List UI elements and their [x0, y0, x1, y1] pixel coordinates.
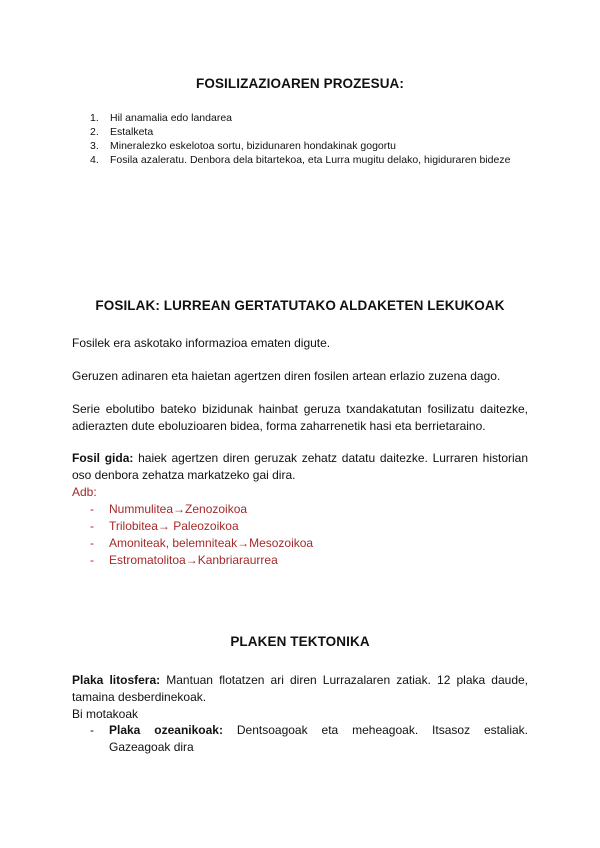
plaka-litosfera-label: Plaka litosfera:	[72, 673, 161, 687]
fosil-gida-label: Fosil gida:	[72, 451, 134, 465]
step-text: Hil anamalia edo landarea	[110, 112, 232, 124]
dash-bullet: -	[90, 553, 94, 567]
example-text: Amoniteak, belemniteak→Mesozoikoa	[109, 536, 314, 550]
list-item	[72, 518, 472, 535]
list-item	[72, 535, 472, 552]
section-title-plaken-tektonika: PLAKEN TEKTONIKA	[230, 634, 370, 649]
example-text: Trilobitea→ Paleozoikoa	[109, 519, 239, 533]
list-item	[90, 139, 530, 153]
list-item	[72, 552, 472, 569]
list-item	[72, 501, 472, 518]
plaka-ozeanikoak-text: Dentsoagoak eta meheagoak. Itsasoz estaliak.	[236, 723, 529, 737]
plaka-litosfera-text: Mantuan flotatzen ari diren Lurrazalaren zatiak. 12 plaka daude,	[160, 673, 528, 687]
paragraph-line: Gazeagoak dira	[109, 740, 194, 754]
plaka-ozeanikoak-item	[72, 722, 528, 756]
list-item	[90, 111, 530, 125]
dash-bullet: -	[90, 502, 94, 516]
paragraph-plaka-litosfera	[72, 672, 528, 723]
section-title-fosilak: FOSILAK: LURREAN GERTATUTAKO ALDAKETEN LEKUKOAK	[95, 298, 505, 313]
list-item	[90, 153, 530, 167]
adb-label: Adb:	[72, 485, 97, 499]
step-number: 3.	[90, 140, 99, 152]
plaka-ozeanikoak-label: Plaka ozeanikoak:	[109, 723, 223, 737]
step-text: Estalketa	[110, 126, 154, 138]
paragraph-line	[109, 722, 528, 739]
paragraph-fosil-gida	[72, 450, 528, 501]
paragraph-line	[72, 672, 528, 689]
step-text: Mineralezko eskelotoa sortu, bizidunaren hondakinak gogortu	[110, 140, 397, 152]
fosil-gida-examples	[72, 501, 472, 569]
step-number: 1.	[90, 112, 99, 124]
dash-bullet: -	[90, 519, 94, 533]
example-text: Estromatolitoa→Kanbriaraurrea	[109, 553, 278, 567]
paragraph-geruzen: Geruzen adinaren eta haietan agertzen diren fosilen artean erlazio zuzena dago.	[72, 369, 501, 383]
list-item	[90, 125, 530, 139]
paragraph-informazioa: Fosilek era askotako informazioa ematen digute.	[72, 336, 331, 350]
fosilizazio-steps-list	[90, 111, 530, 167]
dash-bullet: -	[90, 723, 94, 737]
step-number: 4.	[90, 154, 99, 166]
section-title-fosilizazio: FOSILIZAZIOAREN PROZESUA:	[196, 76, 404, 91]
step-number: 2.	[90, 126, 99, 138]
paragraph-line: tamaina desberdinekoak.	[72, 690, 207, 704]
bi-motakoak-text: Bi motakoak	[72, 707, 139, 721]
paragraph-line: adierazten dute eboluzioaren bidea, forma zaharrenetik hasi eta berrietaraino.	[72, 419, 486, 433]
paragraph-line	[72, 450, 528, 467]
fosil-gida-text: haiek agertzen diren geruzak zehatz datatu daitezke. Lurraren historian	[133, 451, 529, 465]
paragraph-line: Serie ebolutibo bateko bizidunak hainbat geruza txandakatutan fosilizatu daitezke,	[72, 402, 528, 416]
dash-bullet: -	[90, 536, 94, 550]
paragraph-serie-ebolutibo	[72, 401, 528, 435]
paragraph-line: oso denbora zehatza markatzeko gai dira.	[72, 468, 296, 482]
example-text: Nummulitea→Zenozoikoa	[109, 502, 248, 516]
step-text: Fosila azaleratu. Denbora dela bitartekoa, eta Lurra mugitu delako, higiduraren bideze	[110, 154, 511, 166]
